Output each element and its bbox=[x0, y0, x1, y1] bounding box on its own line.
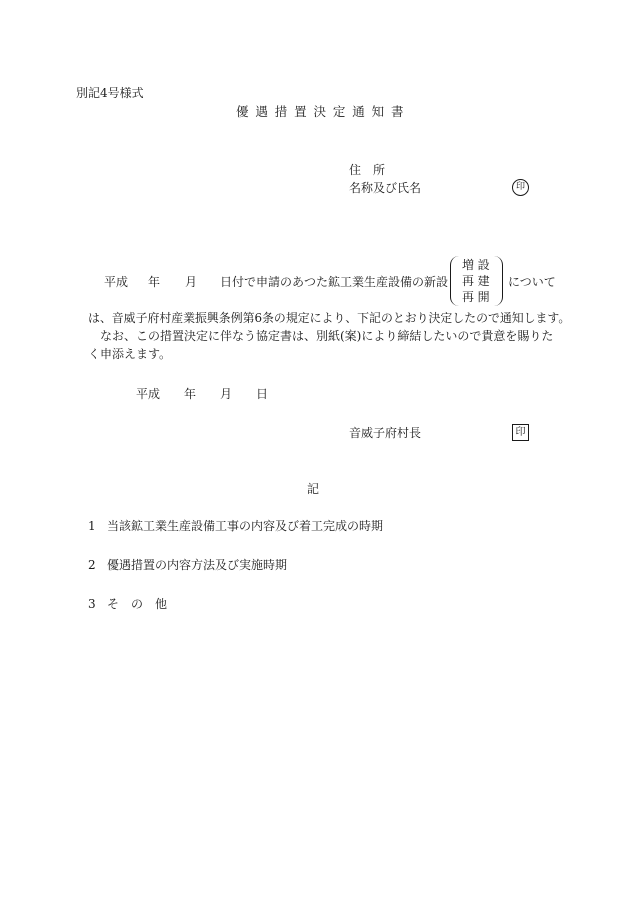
name-label: 名称及び氏名 bbox=[349, 181, 422, 195]
issuer-name: 音威子府村長 bbox=[349, 426, 422, 440]
body-line3: なお、この措置決定に伴なう協定書は、別紙(案)により締結したいので貴意を賜りた bbox=[100, 329, 554, 343]
date-day: 日 bbox=[256, 387, 269, 401]
option-saiken: 再建 bbox=[462, 274, 494, 288]
date-era: 平成 bbox=[136, 387, 161, 401]
option-saikai: 再開 bbox=[462, 290, 494, 304]
body-year: 年 bbox=[148, 275, 161, 289]
item-1-number: 1 bbox=[88, 519, 96, 533]
body-line4: く申添えます。 bbox=[88, 347, 172, 361]
date-month: 月 bbox=[220, 387, 233, 401]
recipient-seal: 印 bbox=[512, 179, 529, 196]
item-3-number: 3 bbox=[88, 597, 96, 611]
item-3-text: そ の 他 bbox=[107, 597, 168, 611]
issuer-seal: 印 bbox=[512, 424, 529, 441]
option-zousetsu: 増設 bbox=[462, 258, 494, 272]
body-line2: は、音威子府村産業振興条例第6条の規定により、下記のとおり決定したので通知します。 bbox=[88, 311, 571, 325]
item-1-text: 当該鉱工業生産設備工事の内容及び着工完成の時期 bbox=[107, 519, 384, 533]
document-title: 優遇措置決定通知書 bbox=[236, 104, 411, 119]
body-era: 平成 bbox=[104, 275, 129, 289]
item-2-text: 優遇措置の内容方法及び実施時期 bbox=[107, 558, 288, 572]
body-month: 月 bbox=[185, 275, 198, 289]
ki-heading: 記 bbox=[307, 482, 320, 496]
address-label: 住 所 bbox=[349, 163, 386, 177]
date-year: 年 bbox=[184, 387, 197, 401]
item-2-number: 2 bbox=[88, 558, 96, 572]
body-line1-text: 日付で申請のあつた鉱工業生産設備の新設 bbox=[220, 275, 449, 289]
body-line1-suffix: について bbox=[508, 275, 556, 289]
form-label: 別記4号様式 bbox=[76, 86, 144, 100]
